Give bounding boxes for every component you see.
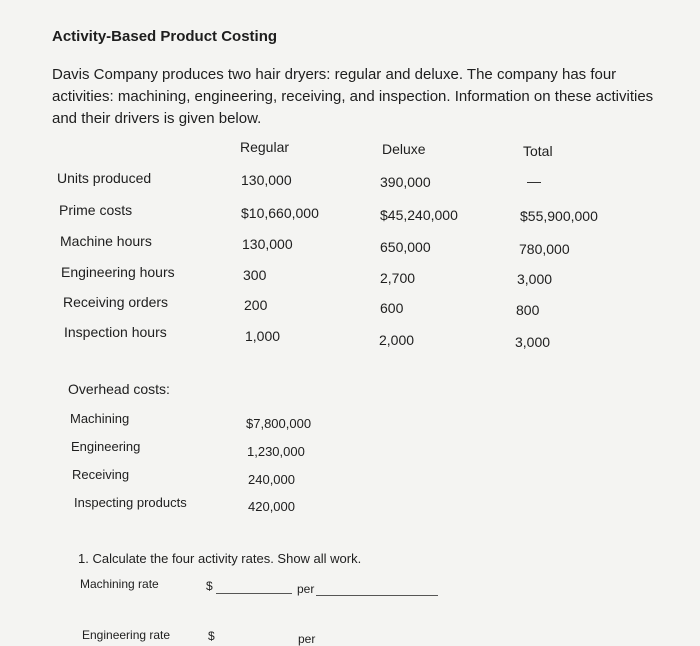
- cell-regular-inspection-hours: 1,000: [245, 328, 281, 344]
- cell-total-engineering-hours: 3,000: [517, 271, 553, 287]
- overhead-label-inspecting-products: Inspecting products: [74, 495, 187, 510]
- cell-deluxe-inspection-hours: 2,000: [379, 332, 415, 348]
- row-label-receiving-orders: Receiving orders: [63, 294, 169, 310]
- cell-total-receiving-orders: 800: [516, 302, 540, 318]
- header-regular: Regular: [240, 139, 290, 155]
- row-label-machine-hours: Machine hours: [60, 233, 152, 249]
- cell-regular-units: 130,000: [241, 172, 292, 188]
- cell-total-inspection-hours: 3,000: [515, 334, 551, 350]
- cell-regular-engineering-hours: 300: [243, 267, 267, 283]
- cell-regular-machine-hours: 130,000: [242, 236, 293, 252]
- header-total: Total: [523, 143, 553, 159]
- header-deluxe: Deluxe: [382, 141, 426, 157]
- overhead-label-engineering: Engineering: [71, 439, 141, 454]
- cell-total-machine-hours: 780,000: [519, 241, 570, 257]
- cell-regular-receiving-orders: 200: [244, 297, 268, 313]
- overhead-value-machining: $7,800,000: [246, 416, 312, 431]
- cell-deluxe-machine-hours: 650,000: [380, 239, 431, 255]
- row-label-units-produced: Units produced: [57, 170, 152, 186]
- engineering-rate-label: Engineering rate: [82, 628, 171, 642]
- overhead-value-inspecting-products: 420,000: [248, 499, 295, 514]
- engineering-rate-per: per: [298, 632, 316, 646]
- cell-regular-prime-costs: $10,660,000: [241, 205, 319, 221]
- cell-total-prime-costs: $55,900,000: [520, 208, 598, 224]
- cell-total-units: —: [527, 173, 541, 189]
- machining-rate-amount-blank[interactable]: [216, 593, 292, 594]
- question-text: 1. Calculate the four activity rates. Show all work.: [78, 551, 362, 566]
- row-label-prime-costs: Prime costs: [59, 202, 133, 218]
- row-label-inspection-hours: Inspection hours: [64, 324, 167, 340]
- overhead-label-machining: Machining: [70, 411, 130, 426]
- page-title: Activity-Based Product Costing: [52, 28, 278, 45]
- row-label-engineering-hours: Engineering hours: [61, 264, 175, 280]
- overhead-value-receiving: 240,000: [248, 472, 295, 487]
- overhead-label-receiving: Receiving: [72, 467, 130, 482]
- machining-rate-label: Machining rate: [80, 577, 159, 591]
- machining-rate-currency: $: [206, 579, 213, 593]
- engineering-rate-currency: $: [208, 629, 215, 643]
- cell-deluxe-engineering-hours: 2,700: [380, 270, 416, 286]
- cell-deluxe-receiving-orders: 600: [380, 300, 404, 316]
- cell-deluxe-units: 390,000: [380, 174, 431, 190]
- cell-deluxe-prime-costs: $45,240,000: [380, 207, 458, 223]
- intro-paragraph: Davis Company produces two hair dryers: regular and deluxe. The company has four activities: machining, engineering, receiving, and inspection. Information on these activities and their drivers is given below.: [52, 66, 654, 127]
- overhead-value-engineering: 1,230,000: [247, 444, 305, 459]
- machining-rate-driver-blank[interactable]: [316, 595, 438, 596]
- machining-rate-per: per: [297, 582, 315, 596]
- overhead-title: Overhead costs:: [68, 381, 170, 397]
